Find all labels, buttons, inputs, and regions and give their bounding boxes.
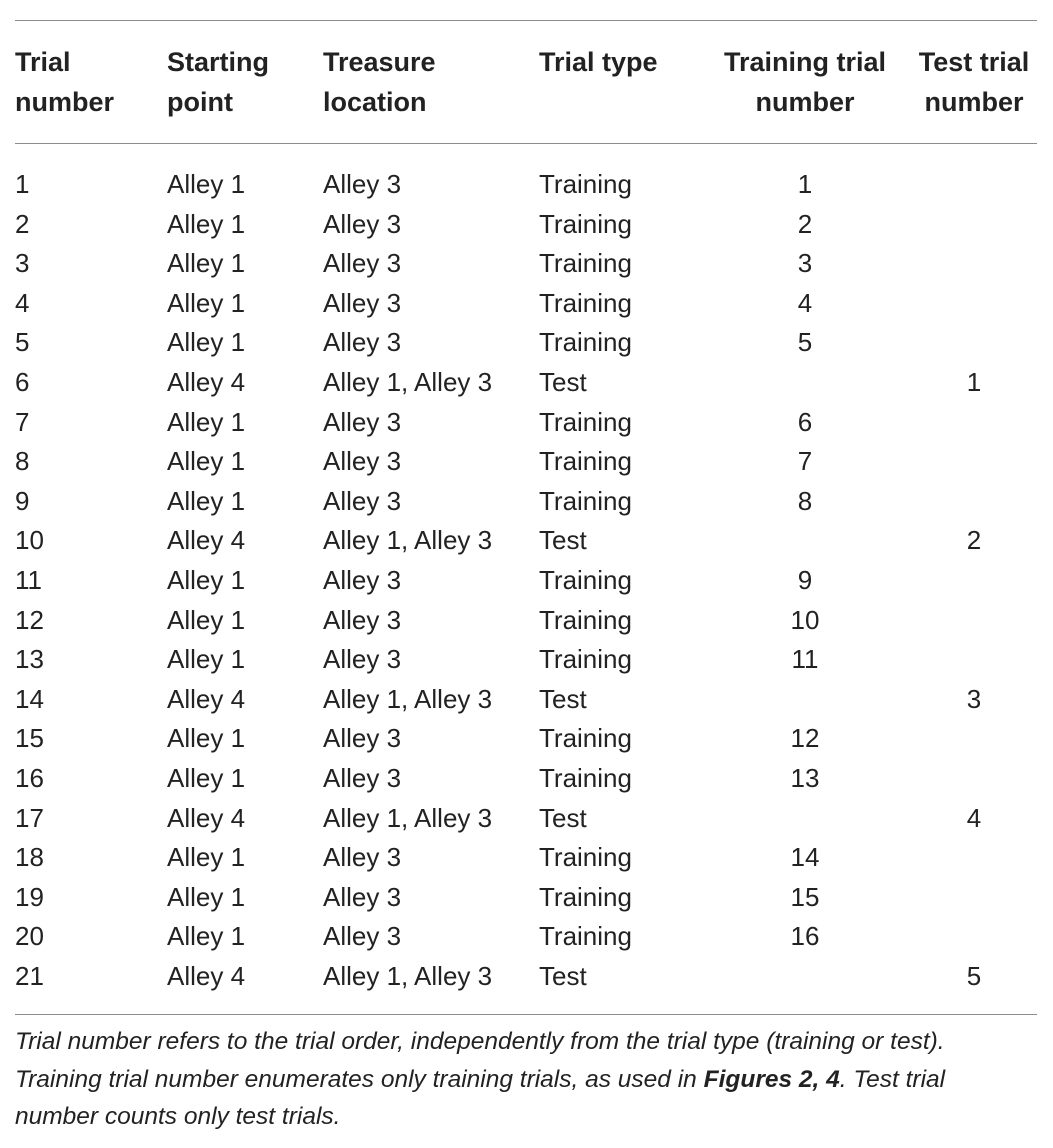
cell-treasure-location: Alley 3 [323,485,402,516]
cell-trial-type: Training [539,327,632,358]
cell-trial-type: Training [539,723,632,754]
cell-trial-type: Training [539,842,632,873]
table-header-row [15,21,1037,143]
cell-trial-type: Test [539,366,587,397]
cell-trial-number: 2 [15,208,30,239]
bottom-rule [15,1014,1037,1015]
header-trial-type: Trial type [539,47,658,77]
table-row [15,640,1037,680]
cell-trial-type: Training [539,485,632,516]
cell-test-trial-number [911,403,1037,443]
cell-training-trial-number: 7 [797,446,813,477]
cell-trial-type: Training [539,406,632,437]
table-row [15,323,1037,363]
cell-trial-type: Test [539,960,587,991]
cell-treasure-location: Alley 3 [323,564,402,595]
cell-trial-number: 13 [15,644,44,675]
cell-trial-type: Training [539,644,632,675]
table-row [15,284,1037,324]
header-training-trial-number: Training trial number [723,47,887,117]
cell-starting-point: Alley 1 [167,169,246,199]
cell-trial-number: 16 [15,762,44,793]
cell-training-trial-number [699,363,911,403]
header-trial-number: Trial number [15,47,115,117]
cell-trial-number: 6 [15,366,30,397]
table-row [15,838,1037,878]
cell-trial-type: Training [539,921,632,952]
table-row [15,442,1037,482]
header-treasure-location: Treasure location [323,47,436,117]
cell-treasure-location: Alley 3 [323,169,402,199]
cell-treasure-location: Alley 3 [323,327,402,358]
cell-treasure-location: Alley 3 [323,644,402,675]
cell-trial-number: 7 [15,406,30,437]
trial-table-body [15,144,1037,1014]
cell-test-trial-number: 5 [966,960,982,991]
cell-training-trial-number: 9 [797,564,813,595]
cell-training-trial-number: 10 [790,604,820,635]
table-row [15,244,1037,284]
cell-training-trial-number: 15 [790,881,820,912]
cell-trial-type: Test [539,525,587,556]
header-starting-point: Starting point [167,47,270,117]
cell-treasure-location: Alley 3 [323,842,402,873]
table-row [15,144,1037,205]
cell-training-trial-number: 8 [797,485,813,516]
footnote-text-2: . Test trial number counts only test trials. [15,1065,946,1130]
cell-treasure-location: Alley 3 [323,406,402,437]
trial-table [15,21,1037,143]
cell-trial-number: 17 [15,802,44,833]
cell-trial-number: 19 [15,881,44,912]
cell-training-trial-number: 3 [797,248,813,279]
cell-trial-number: 3 [15,248,30,279]
cell-treasure-location: Alley 3 [323,921,402,952]
cell-trial-number: 1 [15,169,30,199]
cell-test-trial-number: 1 [966,366,982,397]
table-row [15,917,1037,957]
cell-training-trial-number: 13 [790,762,820,793]
table-row [15,521,1037,561]
cell-treasure-location: Alley 1, Alley 3 [323,366,493,397]
cell-starting-point: Alley 1 [167,604,246,635]
cell-trial-number: 20 [15,921,44,952]
cell-training-trial-number: 4 [797,287,813,318]
table-row [15,680,1037,720]
cell-trial-number: 15 [15,723,44,754]
cell-starting-point: Alley 4 [167,802,246,833]
cell-trial-type: Training [539,604,632,635]
cell-starting-point: Alley 4 [167,960,246,991]
cell-training-trial-number: 5 [797,327,813,358]
table-row [15,561,1037,601]
cell-trial-number: 8 [15,446,30,477]
cell-trial-type: Training [539,446,632,477]
cell-trial-number: 4 [15,287,30,318]
cell-treasure-location: Alley 3 [323,604,402,635]
cell-treasure-location: Alley 3 [323,881,402,912]
cell-starting-point: Alley 1 [167,762,246,793]
cell-test-trial-number [911,482,1037,522]
cell-trial-number: 21 [15,960,44,991]
header-test-trial-number: Test trial number [918,47,1030,117]
cell-treasure-location: Alley 1, Alley 3 [323,683,493,714]
cell-trial-type: Training [539,762,632,793]
table-row [15,957,1037,1015]
cell-training-trial-number: 6 [797,406,813,437]
cell-trial-number: 12 [15,604,44,635]
cell-trial-number: 9 [15,485,30,516]
cell-treasure-location: Alley 3 [323,762,402,793]
cell-trial-type: Training [539,248,632,279]
cell-trial-type: Training [539,169,632,199]
cell-test-trial-number [911,719,1037,759]
cell-starting-point: Alley 1 [167,248,246,279]
cell-treasure-location: Alley 1, Alley 3 [323,525,493,556]
cell-test-trial-number: 4 [966,802,982,833]
table-row [15,759,1037,799]
cell-training-trial-number [699,799,911,839]
cell-starting-point: Alley 1 [167,723,246,754]
cell-test-trial-number [911,640,1037,680]
figures-reference: Figures 2, 4 [703,1065,840,1093]
table-row [15,403,1037,443]
cell-trial-number: 11 [15,564,42,595]
cell-starting-point: Alley 1 [167,881,246,912]
cell-training-trial-number: 14 [790,842,820,873]
cell-test-trial-number [911,284,1037,324]
table-row [15,719,1037,759]
cell-trial-type: Test [539,683,587,714]
cell-trial-type: Test [539,802,587,833]
cell-starting-point: Alley 4 [167,366,246,397]
cell-treasure-location: Alley 3 [323,208,402,239]
cell-starting-point: Alley 1 [167,446,246,477]
cell-starting-point: Alley 4 [167,683,246,714]
table-body [15,144,1037,1014]
cell-treasure-location: Alley 3 [323,248,402,279]
cell-test-trial-number [911,561,1037,601]
cell-test-trial-number [911,205,1037,245]
cell-test-trial-number [911,323,1037,363]
trial-table-container [15,20,1037,1015]
cell-starting-point: Alley 4 [167,525,246,556]
cell-treasure-location: Alley 3 [323,723,402,754]
cell-trial-type: Training [539,564,632,595]
cell-test-trial-number [911,244,1037,284]
cell-starting-point: Alley 1 [167,842,246,873]
cell-trial-type: Training [539,287,632,318]
cell-test-trial-number [911,838,1037,878]
cell-starting-point: Alley 1 [167,208,246,239]
cell-starting-point: Alley 1 [167,564,246,595]
cell-trial-number: 14 [15,683,44,714]
cell-test-trial-number: 2 [966,525,982,556]
cell-test-trial-number [911,601,1037,641]
cell-trial-type: Training [539,208,632,239]
cell-test-trial-number [911,442,1037,482]
table-row [15,799,1037,839]
cell-treasure-location: Alley 1, Alley 3 [323,802,493,833]
cell-starting-point: Alley 1 [167,921,246,952]
cell-trial-number: 5 [15,327,30,358]
cell-starting-point: Alley 1 [167,327,246,358]
table-row [15,482,1037,522]
cell-test-trial-number [911,917,1037,957]
cell-training-trial-number [699,521,911,561]
table-row [15,205,1037,245]
cell-test-trial-number [911,878,1037,918]
cell-starting-point: Alley 1 [167,406,246,437]
table-row [15,878,1037,918]
cell-starting-point: Alley 1 [167,287,246,318]
cell-training-trial-number [699,680,911,720]
cell-training-trial-number: 12 [790,723,820,754]
cell-training-trial-number: 2 [797,208,813,239]
cell-trial-number: 18 [15,842,44,873]
footnote-text-1: Trial number refers to the trial order, independently from the trial type (training or test). Training trial number enumerates only training trials, as used in [15,1028,945,1093]
table-footnote [15,1023,1025,1136]
cell-training-trial-number: 1 [797,169,813,199]
cell-starting-point: Alley 1 [167,485,246,516]
cell-treasure-location: Alley 3 [323,446,402,477]
table-row [15,601,1037,641]
cell-training-trial-number: 16 [790,921,820,952]
cell-trial-type: Training [539,881,632,912]
cell-treasure-location: Alley 3 [323,287,402,318]
cell-test-trial-number: 3 [966,683,982,714]
cell-test-trial-number [911,759,1037,799]
cell-training-trial-number: 11 [791,644,819,675]
table-row [15,363,1037,403]
cell-test-trial-number [911,144,1037,205]
cell-starting-point: Alley 1 [167,644,246,675]
cell-training-trial-number [699,957,911,1015]
cell-treasure-location: Alley 1, Alley 3 [323,960,493,991]
cell-trial-number: 10 [15,525,44,556]
